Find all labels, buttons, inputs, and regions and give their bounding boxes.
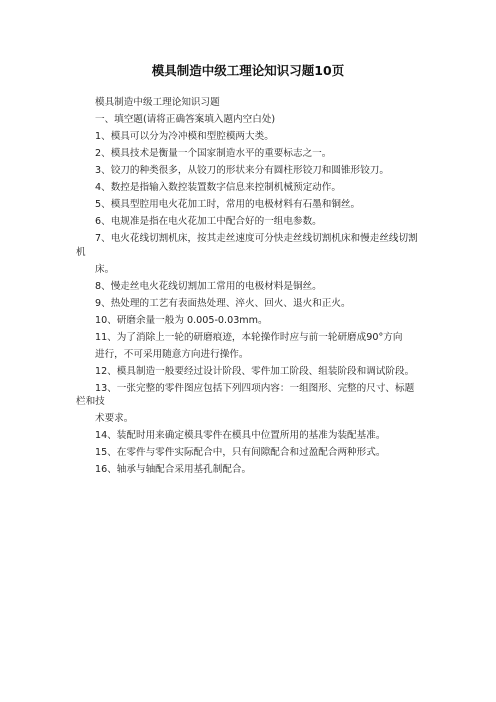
paragraph: 16、轴承与轴配合采用基孔制配合。 <box>95 464 252 475</box>
paragraph: 15、在零件与零件实际配合中，只有间隙配合和过盈配合两种形式。 <box>95 447 386 458</box>
paragraph: 10、研磨余量一般为 0.005-0.03mm。 <box>95 314 268 326</box>
paragraph-continuation: 术要求。 <box>95 413 134 424</box>
paragraph: 8、慢走丝电火花线切割加工常用的电极材料是铜丝。 <box>95 280 322 292</box>
document-title: 模具制造中级工理论知识习题10页 <box>151 63 345 78</box>
paragraph: 3、铰刀的种类很多，从铰刀的形状来分有圆柱形铰刀和圆锥形铰刀。 <box>95 165 389 176</box>
paragraph: 9、热处理的工艺有表面热处理、淬火、回火、退火和正火。 <box>95 297 351 309</box>
paragraph: 1、模具可以分为冷冲模和型腔模两大类。 <box>95 131 274 142</box>
paragraph-continuation: 进行，不可采用随意方向进行操作。 <box>95 348 249 360</box>
paragraph: 模具制造中级工理论知识习题 <box>95 97 220 108</box>
paragraph: 7、电火花线切割机床，按其走丝速度可分快走丝线切割机床和慢走丝线切割机 <box>76 233 418 258</box>
paragraph: 11、为了消除上一轮的研磨痕迹，本轮操作时应与前一轮研磨成90°方向 <box>95 331 403 343</box>
paragraph-continuation: 床。 <box>95 263 115 275</box>
paragraph: 4、数控是指输入数控装置数字信息来控制机械预定动作。 <box>95 182 341 193</box>
paragraph: 12、模具制造一般要经过设计阶段、零件加工阶段、组装阶段和调试阶段。 <box>95 365 415 377</box>
paragraph: 14、装配时用来确定模具零件在模具中位置所用的基准为装配基准。 <box>95 430 386 441</box>
paragraph: 6、电规准是指在电火花加工中配合好的一组电参数。 <box>95 216 322 227</box>
paragraph: 5、模具型腔用电火花加工时，常用的电极材料有石墨和铜丝。 <box>95 199 361 210</box>
paragraph: 一、填空题(请将正确答案填入题内空白处) <box>95 114 276 125</box>
paragraph: 13、一张完整的零件图应包括下列四项内容：一组图形、完整的尺寸、标题栏和技 <box>76 382 415 407</box>
paragraph: 2、模具技术是衡量一个国家制造水平的重要标志之一。 <box>95 148 332 159</box>
document-body <box>76 96 420 480</box>
